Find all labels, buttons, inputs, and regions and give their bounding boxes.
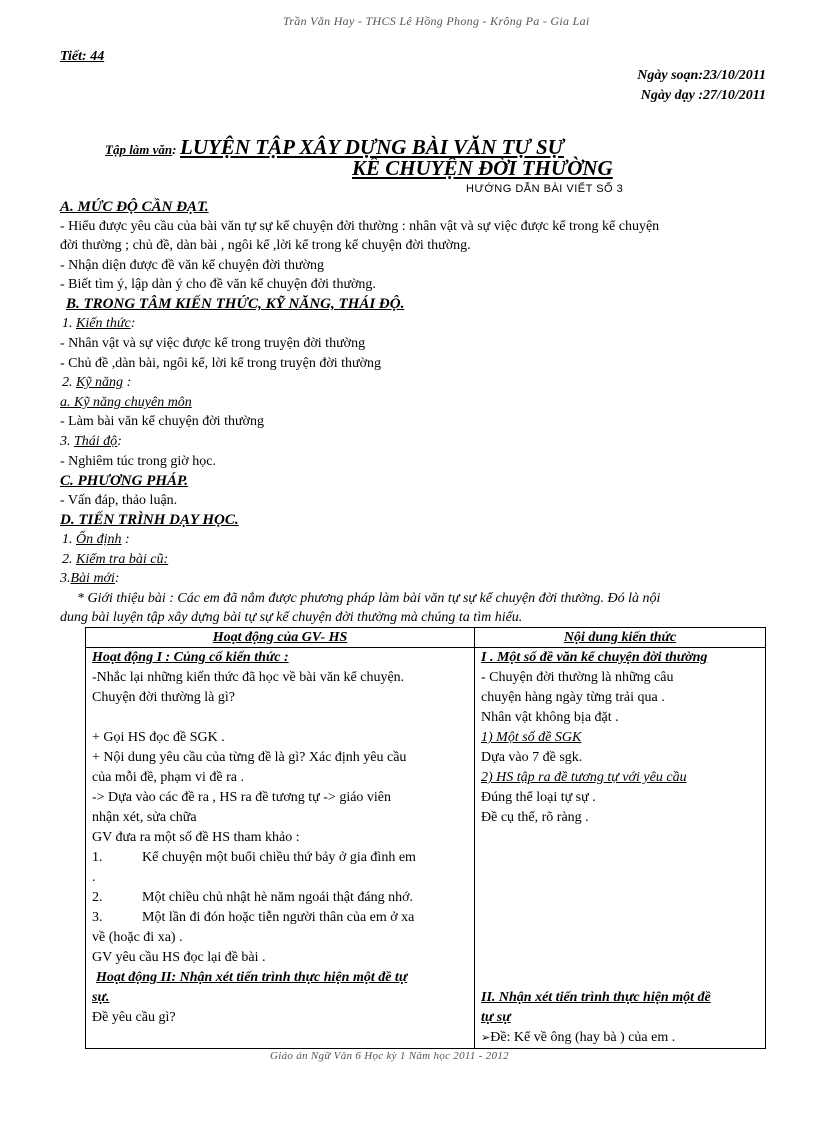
content-text: Đề cụ thể, rõ ràng . [481,810,589,825]
section-c-heading: C. PHƯƠNG PHÁP. [60,473,189,489]
example-number: 2. [92,890,103,905]
content-heading-2-cont: tự sự [481,1010,511,1025]
attitude-line: - Nghiêm túc trong giờ học. [60,454,216,469]
step-2-number: 2. [62,552,73,567]
step-2-label: Kiểm tra bài cũ: [76,552,169,567]
step-3-tail: : [114,571,120,586]
subject-colon: : [172,142,177,157]
step-1-label: Ổn định [76,532,122,547]
title-line-1: LUYỆN TẬP XÂY DỰNG BÀI VĂN TỰ SỰ [180,135,564,159]
knowledge-heading: 1. Kiến thức: [62,316,136,331]
subject-label: Tập làm văn [105,142,173,157]
content-text: Đúng thể loại tự sự . [481,790,596,805]
content-text: chuyện hàng ngày từng trải qua . [481,690,665,705]
knowledge-label: Kiến thức [76,316,131,331]
activities-cell [86,648,475,1049]
content-subheading-1: 1) Một số đề SGK [481,730,582,745]
activity-text: + Gọi HS đọc đề SGK . [92,730,225,745]
activity-text: Đề yêu cầu gì? [92,1010,176,1025]
content-text: Nhân vật không bịa đặt . [481,710,619,725]
activity-text: GV yêu cầu HS đọc lại đề bài . [92,950,266,965]
step-1-tail: : [125,532,130,547]
subtitle: HƯỚNG DẪN BÀI VIẾT SỐ 3 [466,183,624,195]
section-b-heading: B. TRONG TÂM KIẾN THỨC, KỸ NĂNG, THÁI ĐỘ. [66,296,405,312]
knowledge-number: 1. [62,316,73,331]
activity-text: -Nhắc lại những kiến thức đã học về bài văn kể chuyện. [92,670,405,685]
title-line-2: KỂ CHUYỆN ĐỜI THƯỜNG [352,156,613,180]
intro-line: * Giới thiệu bài : Các em đã nắm được phương pháp làm bài văn tự sự kể chuyện đời thường. Đó là nội [77,591,661,606]
knowledge-line: - Chủ đề ,dàn bài, ngôi kể, lời kể trong truyện đời thường [60,356,382,371]
section-a-line: đời thường ; chủ đề, dàn bài , ngôi kể ,lời kể trong kể chuyện đời thường. [60,238,471,253]
example-number: 1. [92,850,103,865]
date-prepared: Ngày soạn:23/10/2011 [637,68,766,83]
content-heading-2: II. Nhận xét tiến trình thực hiện một đề [481,990,711,1005]
attitude-number: 3. [60,434,71,449]
example-text-cont: . [92,870,96,885]
section-a-line: - Nhận diện được đề văn kể chuyện đời thường [60,258,325,273]
example-topic [92,888,468,908]
activity-text: -> Dựa vào các đề ra , HS ra đề tương tự -> giáo viên [92,790,392,805]
page-footer: Giáo án Ngữ Văn 6 Học kỳ 1 Năm học 2011 - 2012 [270,1050,509,1062]
section-a-line: - Hiểu được yêu cầu của bài văn tự sự kể chuyện đời thường : nhân vật và sự việc được kể trong kể chuyện [60,219,660,234]
activity-2-heading-cont: sự. [92,990,110,1005]
step-1-number: 1. [62,532,73,547]
intro-line: dung bài luyện tập xây dựng bài tự sự kể chuyện đời thường mà chúng ta tìm hiểu. [60,610,523,625]
knowledge-line: - Nhân vật và sự việc được kể trong truyện đời thường [60,336,366,351]
example-topic [92,848,468,868]
content-text: Dựa vào 7 đề sgk. [481,750,583,765]
example-number: 3. [92,910,103,925]
page-header: Trần Văn Hay - THCS Lê Hồng Phong - Krông Pa - Gia Lai [283,14,590,28]
activity-text: nhận xét, sửa chữa [92,810,197,825]
example-text: Một lần đi đón hoặc tiễn người thân của em ở xa [142,910,415,925]
content-cell [475,648,766,1049]
activity-2-heading: Hoạt động II: Nhận xét tiến trình thực hiện một đề tự [96,970,408,985]
example-text: Kể chuyện một buổi chiều thứ bảy ở gia đình em [142,850,416,865]
step-3-label: Bài mới [70,571,115,586]
skill-label: Kỹ năng [76,375,124,390]
skill-number: 2. [62,375,73,390]
activity-text: GV đưa ra một số đề HS tham khảo : [92,830,300,845]
lesson-number: Tiết: 44 [60,49,105,64]
column-header-activities: Hoạt động của GV- HS [86,628,475,648]
activity-text: của mỗi đề, phạm vi đề ra . [92,770,245,785]
attitude-heading: 3. Thái độ: [60,434,122,449]
step-3-number: 3. [60,571,71,586]
example-topic [92,908,468,928]
content-text: - Chuyện đời thường là những câu [481,670,674,685]
activity-text: Chuyện đời thường là gì? [92,690,235,705]
skill-subheading: a. Kỹ năng chuyên môn [60,395,192,410]
section-a-line: - Biết tìm ý, lập dàn ý cho đề văn kể chuyện đời thường. [60,277,376,292]
section-c-line: - Vấn đáp, thảo luận. [60,493,178,508]
activity-text: + Nội dung yêu cầu của từng đề là gì? Xác định yêu cầu [92,750,407,765]
content-heading-1: I . Một số đề văn kể chuyện đời thường [481,650,708,665]
arrow-bullet-icon: ➢ [481,1031,491,1044]
step-3 [60,571,120,587]
section-a-heading: A. MỨC ĐỘ CẦN ĐẠT. [60,199,209,215]
content-text [481,1028,759,1048]
attitude-label: Thái độ [74,434,118,449]
example-text-cont: về (hoặc đi xa) . [92,930,183,945]
section-d-heading: D. TIẾN TRÌNH DẠY HỌC. [60,512,239,528]
lesson-table [85,627,766,1049]
content-subheading-2: 2) HS tập ra đề tương tự với yêu cầu [481,770,687,785]
step-1 [62,532,130,548]
activity-1-heading: Hoạt động I : Củng cố kiến thức : [92,650,289,665]
column-header-content: Nội dung kiến thức [475,628,766,648]
date-taught: Ngày dạy :27/10/2011 [640,88,766,103]
skill-heading: 2. Kỹ năng : [62,375,132,390]
skill-line: - Làm bài văn kể chuyện đời thường [60,414,264,429]
content-topic: Đề: Kể về ông (hay bà ) của em . [490,1030,676,1045]
step-2 [62,552,168,568]
example-text: Một chiều chủ nhật hè năm ngoái thật đáng nhớ. [142,890,414,905]
